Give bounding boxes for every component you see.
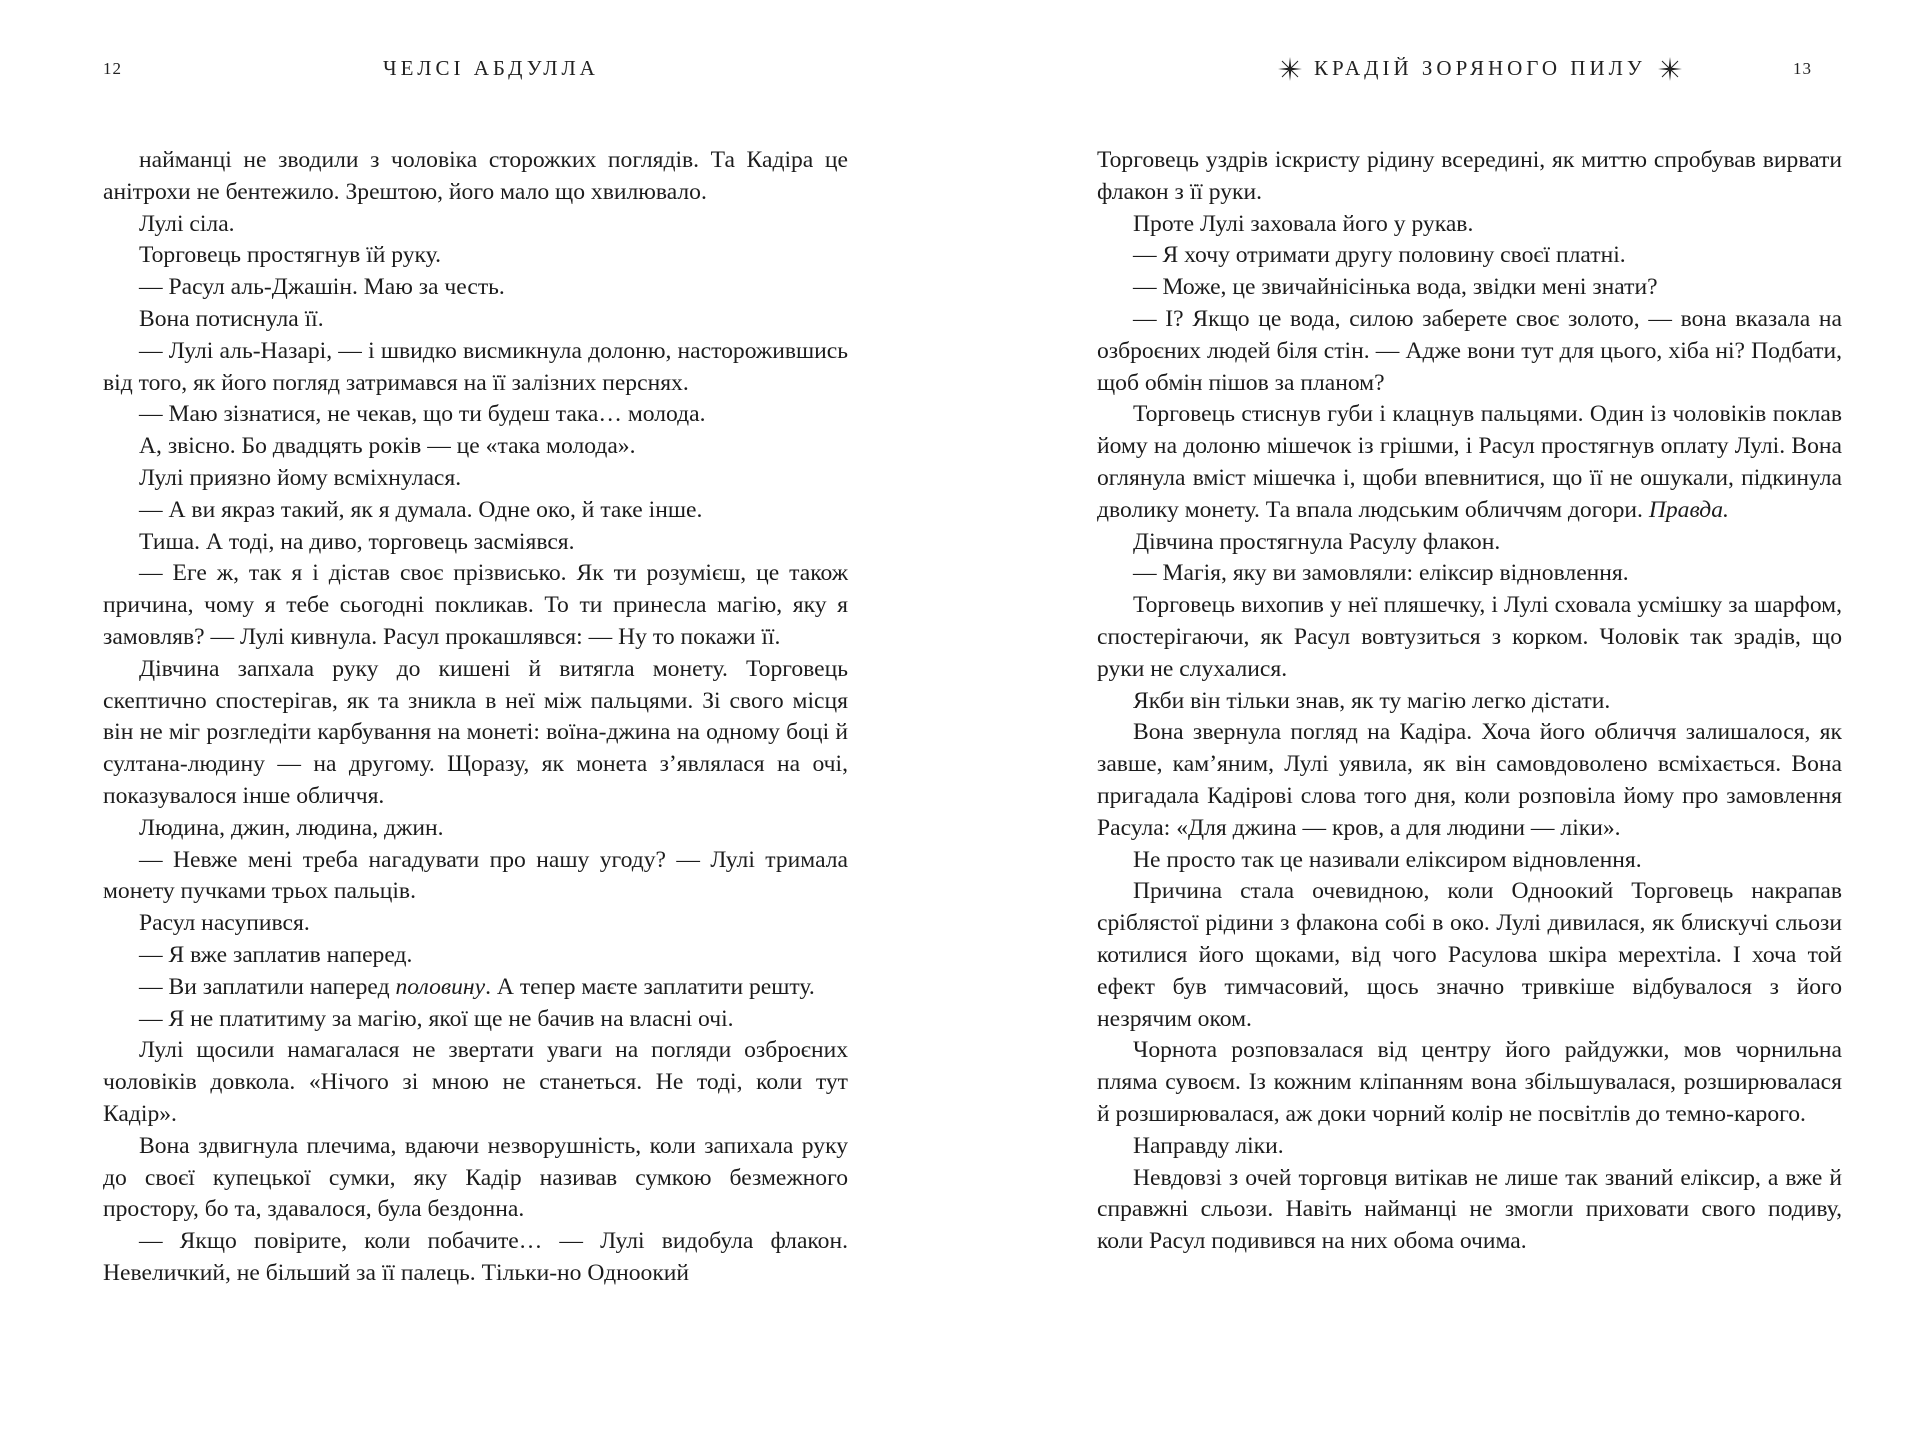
paragraph xyxy=(103,845,848,909)
book-title: КРАДІЙ ЗОРЯНОГО ПИЛУ xyxy=(1314,56,1646,80)
paragraph xyxy=(103,527,848,559)
paragraph xyxy=(1097,686,1842,718)
paragraph-text: Тиша. А тоді, на диво, торговець засміявся. xyxy=(139,528,575,555)
paragraph xyxy=(1097,527,1842,559)
paragraph xyxy=(103,1131,848,1226)
paragraph-text: — Ви заплатили наперед xyxy=(139,973,396,1000)
paragraph-text: — Расул аль-Джашін. Маю за честь. xyxy=(139,274,505,301)
paragraph-text: — І? Якщо це вода, силою заберете своє золото, — вона вказала на озброєних людей біля стін. — Адже вони тут для цього, хіба ні? Подбати, щоб обмін пішов за планом? xyxy=(1097,305,1842,396)
paragraph xyxy=(103,813,848,845)
paragraph xyxy=(103,463,848,495)
paragraph xyxy=(1097,1035,1842,1130)
paragraph xyxy=(1097,717,1842,844)
paragraph xyxy=(103,209,848,241)
paragraph xyxy=(1097,876,1842,1035)
paragraph xyxy=(1097,1131,1842,1163)
paragraph xyxy=(1097,304,1842,399)
paragraph xyxy=(103,399,848,431)
paragraph-text: Вона здвигнула плечима, вдаючи незворушність, коли запихала руку до своєї купецької сумки, яку Кадір називав сумкою безмежного простору, бо та, здавалося, була бездонна. xyxy=(103,1132,848,1223)
paragraph xyxy=(1097,240,1842,272)
paragraph xyxy=(103,940,848,972)
paragraph-text: — Лулі аль-Назарі, — і швидко висмикнула долоню, насторожившись від того, як його погляд затримався на її залізних перснях. xyxy=(103,337,848,396)
paragraph-text: Торговець уздрів іскристу рідину всередині, як миттю спробував вирвати флакон з її руки. xyxy=(1097,147,1842,205)
paragraph-text: Якби він тільки знав, як ту магію легко дістати. xyxy=(1133,687,1611,714)
paragraph xyxy=(103,240,848,272)
paragraph-text: Причина стала очевидною, коли Одноокий Торговець накрапав сріблястої рідини з флакона собі в око. Лулі дивилася, як блискучі сльози котилися його щоками, від чого Расулова шкіра мерехтіла. І хоча той ефект був тимчасовий, щось значно тривкіше відбувалося з його незрячим оком. xyxy=(1097,878,1842,1032)
paragraph-text: Невдовзі з очей торговця витікав не лише так званий еліксир, а вже й справжні сльози. Навіть найманці не змогли приховати свого подиву, коли Расул подивився на них обома очима. xyxy=(1097,1164,1842,1255)
paragraph-text: Торговець простягнув їй руку. xyxy=(139,242,441,269)
paragraph xyxy=(1097,209,1842,241)
page-number: 13 xyxy=(1793,59,1812,78)
italic-emphasis: половину xyxy=(395,973,486,1000)
paragraph-text: — Маю зізнатися, не чекав, що ти будеш така… молода. xyxy=(139,401,706,428)
paragraph-text: Вона потиснула її. xyxy=(139,305,324,332)
paragraph xyxy=(103,145,848,209)
paragraph xyxy=(103,1226,848,1290)
running-head-title xyxy=(1278,56,1682,81)
paragraph xyxy=(1097,272,1842,304)
paragraph xyxy=(103,495,848,527)
four-point-star-icon xyxy=(1658,57,1682,81)
paragraph xyxy=(103,908,848,940)
italic-emphasis: Правда. xyxy=(1648,496,1729,523)
right-page xyxy=(960,0,1920,1440)
paragraph xyxy=(103,431,848,463)
paragraph-text: Лулі щосили намагалася не звертати уваги на погляди озброєних чоловіків довкола. «Нічого зі мною не станеться. Не тоді, коли тут Кадір». xyxy=(103,1037,848,1127)
four-point-star-icon xyxy=(1278,57,1302,81)
paragraph-text: . А тепер маєте заплатити решту. xyxy=(485,973,815,1000)
paragraph xyxy=(103,272,848,304)
paragraph xyxy=(103,654,848,813)
paragraph xyxy=(1097,399,1842,526)
paragraph xyxy=(1097,590,1842,685)
page-number: 12 xyxy=(103,59,122,78)
paragraph xyxy=(103,1035,848,1130)
paragraph-text: Чорнота розповзалася від центру його райдужки, мов чорнильна пляма сувоєм. Із кожним кліпанням вона збільшувалася, розширювалася й розширювалася, аж доки чорний колір не посвітлів до темно-карого. xyxy=(1097,1037,1842,1127)
paragraph xyxy=(1097,558,1842,590)
author-name: ЧЕЛСІ АБДУЛЛА xyxy=(383,56,599,80)
paragraph-text: Торговець вихопив у неї пляшечку, і Лулі сховала усмішку за шарфом, спостерігаючи, як Расул вовтузиться з корком. Чоловік так зрадів, що руки не слухалися. xyxy=(1097,592,1842,682)
paragraph-text: — Я хочу отримати другу половину своєї платні. xyxy=(1133,242,1626,269)
paragraph-text: Лулі сіла. xyxy=(139,210,235,237)
paragraph-text: — Еге ж, так я і дістав своє прізвисько. Як ти розумієш, це також причина, чому я тебе сьогодні покликав. То ти принесла магію, яку я замовляв? — Лулі кивнула. Расул прокашлявся: — Ну то покажи її. xyxy=(103,560,848,650)
paragraph xyxy=(103,336,848,400)
paragraph-text: Людина, джин, людина, джин. xyxy=(139,814,444,841)
paragraph xyxy=(1097,845,1842,877)
paragraph-text: Торговець стиснув губи і клацнув пальцями. Один із чоловіків поклав йому на долоню мішечок із грішми, і Расул простягнув оплату Лулі. Вона оглянула вміст мішечка і, щоби впевнитися, що її не ошукали, підкинула дволику монету. Та впала людським обличчям догори. xyxy=(1097,401,1842,523)
paragraph-text: Расул насупився. xyxy=(139,910,310,937)
paragraph-text: Проте Лулі заховала його у рукав. xyxy=(1133,210,1474,237)
paragraph-text: — Магія, яку ви замовляли: еліксир відновлення. xyxy=(1133,560,1629,587)
paragraph-text: — А ви якраз такий, як я думала. Одне око, й таке інше. xyxy=(139,496,703,523)
paragraph-text: Дівчина простягнула Расулу флакон. xyxy=(1133,528,1501,555)
paragraph-text: Не просто так це називали еліксиром відновлення. xyxy=(1133,846,1642,873)
body-text xyxy=(103,145,848,1290)
paragraph-text: — Я не платитиму за магію, якої ще не бачив на власні очі. xyxy=(139,1005,734,1032)
paragraph-text: Направду ліки. xyxy=(1133,1132,1284,1159)
paragraph xyxy=(103,972,848,1004)
paragraph-text: Дівчина запхала руку до кишені й витягла монету. Торговець скептично спостерігав, як та зникла в неї між пальцями. Зі свого місця він не міг розгледіти карбування на монеті: воїна-джина на одному боці й султана-людину — на другому. Щоразу, як монета з’являлася на очі, показувалося інше обличчя. xyxy=(103,655,848,809)
paragraph xyxy=(1097,145,1842,209)
paragraph-text: Лулі приязно йому всміхнулася. xyxy=(139,464,462,491)
paragraph xyxy=(1097,1163,1842,1258)
running-head-author xyxy=(383,56,599,81)
paragraph-text: — Якщо повірите, коли побачите… — Лулі видобула флакон. Невеличкий, не більший за її палець. Тільки-но Одноокий xyxy=(103,1228,848,1286)
paragraph-text: — Невже мені треба нагадувати про нашу угоду? — Лулі тримала монету пучками трьох пальців. xyxy=(103,846,848,905)
paragraph xyxy=(103,304,848,336)
paragraph-text: — Я вже заплатив наперед. xyxy=(139,941,413,968)
paragraph-text: А, звісно. Бо двадцять років — це «така молода». xyxy=(139,433,636,460)
paragraph-text: Вона звернула погляд на Кадіра. Хоча його обличчя залишалося, як завше, кам’яним, Лулі уявила, як він самовдоволено всміхається. Вона пригадала Кадірові слова того дня, коли розповіла йому про замовлення Расула: «Для джина — кров, а для людини — ліки». xyxy=(1097,719,1842,841)
body-text xyxy=(1097,145,1842,1258)
paragraph-text: — Може, це звичайнісінька вода, звідки мені знати? xyxy=(1133,274,1658,301)
paragraph-text: найманці не зводили з чоловіка сторожких поглядів. Та Кадіра це анітрохи не бентежило. Зрештою, його мало що хвилювало. xyxy=(103,147,848,205)
paragraph xyxy=(103,1004,848,1036)
paragraph xyxy=(103,558,848,653)
